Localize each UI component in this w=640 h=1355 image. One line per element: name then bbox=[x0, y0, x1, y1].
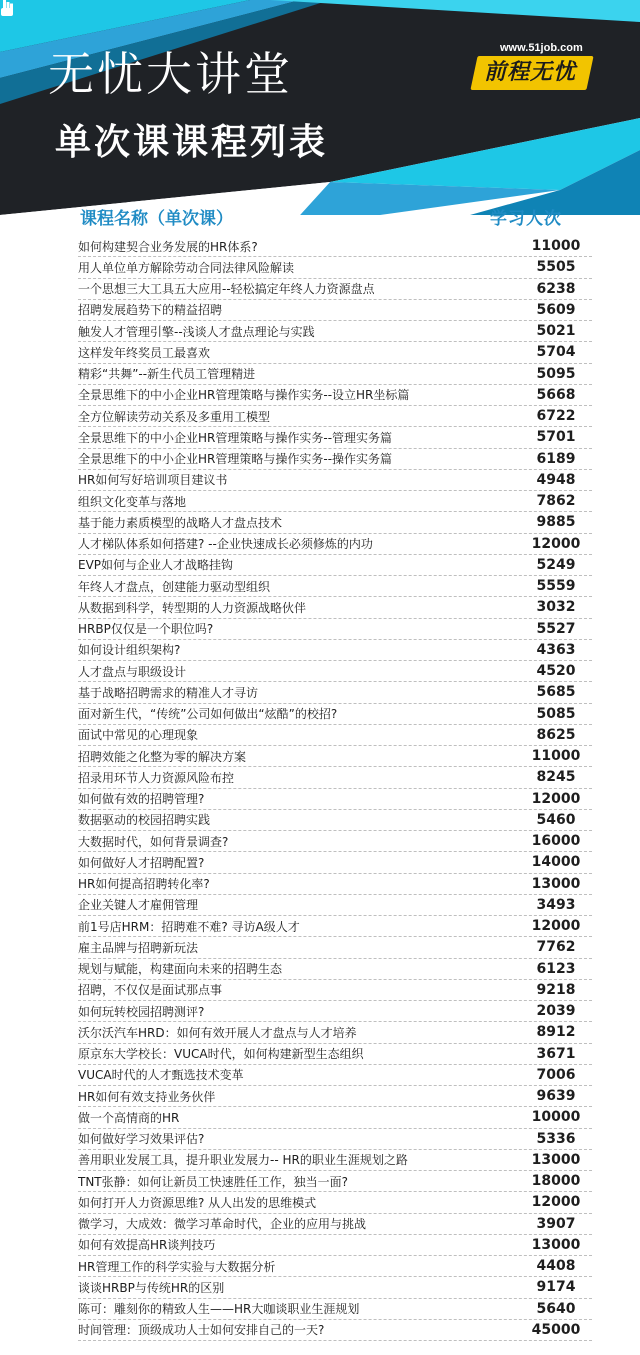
course-count: 5021 bbox=[536, 323, 576, 340]
table-row bbox=[78, 725, 592, 746]
course-count: 7006 bbox=[536, 1066, 576, 1083]
course-count: 4948 bbox=[536, 471, 576, 488]
table-row bbox=[78, 555, 592, 576]
table-row bbox=[78, 1299, 592, 1320]
course-count: 3907 bbox=[536, 1215, 576, 1232]
course-count: 12000 bbox=[531, 1194, 581, 1211]
table-row bbox=[78, 874, 592, 895]
course-title: 全景思维下的中小企业HR管理策略与操作实务--操作实务篇 bbox=[78, 452, 393, 467]
course-title: 基于能力素质模型的战略人才盘点技术 bbox=[78, 515, 283, 530]
course-count: 3671 bbox=[536, 1045, 576, 1062]
course-title: 如何有效提高HR谈判技巧 bbox=[78, 1238, 216, 1253]
table-row bbox=[78, 619, 592, 640]
table-row bbox=[78, 1256, 592, 1277]
course-count: 5505 bbox=[536, 259, 576, 276]
course-title: 这样发年终奖员工最喜欢 bbox=[78, 345, 211, 360]
course-title: EVP如何与企业人才战略挂钩 bbox=[78, 558, 234, 573]
column-header-course: 课程名称（单次课） bbox=[80, 209, 233, 229]
course-count: 5085 bbox=[536, 705, 576, 722]
table-row bbox=[78, 576, 592, 597]
table-row bbox=[78, 959, 592, 980]
table-row bbox=[78, 279, 592, 300]
course-count: 5704 bbox=[536, 344, 576, 361]
column-header-count: 学习人次 bbox=[490, 209, 562, 229]
table-row bbox=[78, 512, 592, 533]
table-row bbox=[78, 1192, 592, 1213]
course-count: 4520 bbox=[536, 663, 576, 680]
course-title: 组织文化变革与落地 bbox=[78, 494, 187, 509]
course-title: 基于战略招聘需求的精准人才寻访 bbox=[78, 685, 259, 700]
course-title: 全景思维下的中小企业HR管理策略与操作实务--设立HR坐标篇 bbox=[78, 388, 410, 403]
course-count: 5701 bbox=[536, 429, 576, 446]
course-count: 10000 bbox=[531, 1109, 581, 1126]
course-title: 全景思维下的中小企业HR管理策略与操作实务--管理实务篇 bbox=[78, 430, 393, 445]
course-count: 2039 bbox=[536, 1003, 576, 1020]
course-count: 11000 bbox=[531, 748, 581, 765]
course-title: 做一个高情商的HR bbox=[78, 1110, 180, 1125]
course-title: 招聘，不仅仅是面试那点事 bbox=[78, 983, 223, 998]
course-count: 5609 bbox=[536, 301, 576, 318]
course-title: 一个思想三大工具五大应用--轻松搞定年终人力资源盘点 bbox=[78, 282, 375, 297]
course-title: 招聘效能之化整为零的解决方案 bbox=[78, 749, 247, 764]
course-count: 14000 bbox=[531, 854, 581, 871]
table-row bbox=[78, 385, 592, 406]
course-title: 人才盘点与职级设计 bbox=[78, 664, 187, 679]
course-title: 招聘发展趋势下的精益招聘 bbox=[78, 303, 223, 318]
table-row bbox=[78, 682, 592, 703]
page-subtitle: 单次课课程列表 bbox=[55, 122, 329, 163]
course-table bbox=[78, 236, 592, 1341]
course-count: 9885 bbox=[536, 514, 576, 531]
course-count: 12000 bbox=[531, 790, 581, 807]
course-title: TNT张静：如何让新员工快速胜任工作，独当一面? bbox=[78, 1174, 349, 1189]
course-title: 全方位解读劳动关系及多重用工模型 bbox=[78, 409, 271, 424]
course-title: 触发人才管理引擎--浅谈人才盘点理论与实践 bbox=[78, 324, 315, 339]
table-row bbox=[78, 916, 592, 937]
course-title: HR管理工作的科学实验与大数据分析 bbox=[78, 1259, 276, 1274]
course-count: 5527 bbox=[536, 620, 576, 637]
course-title: 雇主品牌与招聘新玩法 bbox=[78, 940, 199, 955]
course-count: 11000 bbox=[531, 238, 581, 255]
course-title: 微学习，大成效：微学习革命时代，企业的应用与挑战 bbox=[78, 1217, 367, 1232]
table-row bbox=[78, 640, 592, 661]
table-row bbox=[78, 1107, 592, 1128]
logo-url: www.51job.com bbox=[500, 42, 583, 54]
table-row bbox=[78, 300, 592, 321]
course-count: 13000 bbox=[531, 1151, 581, 1168]
course-count: 6238 bbox=[536, 280, 576, 297]
table-row bbox=[78, 661, 592, 682]
course-count: 7762 bbox=[536, 939, 576, 956]
course-count: 5336 bbox=[536, 1130, 576, 1147]
table-row bbox=[78, 1022, 592, 1043]
course-count: 5668 bbox=[536, 386, 576, 403]
course-title: 年终人才盘点，创建能力驱动型组织 bbox=[78, 579, 271, 594]
table-row bbox=[78, 852, 592, 873]
course-count: 45000 bbox=[531, 1321, 581, 1338]
course-title: 如何做好学习效果评估? bbox=[78, 1132, 205, 1147]
course-count: 5095 bbox=[536, 365, 576, 382]
table-row bbox=[78, 321, 592, 342]
course-title: 如何打开人力资源思维? 从人出发的思维模式 bbox=[78, 1195, 317, 1210]
course-title: 面试中常见的心理现象 bbox=[78, 728, 199, 743]
course-title: 数据驱动的校园招聘实践 bbox=[78, 813, 211, 828]
table-row bbox=[78, 1214, 592, 1235]
course-count: 12000 bbox=[531, 535, 581, 552]
course-count: 6722 bbox=[536, 408, 576, 425]
table-row bbox=[78, 767, 592, 788]
course-title: 精彩“共舞”--新生代员工管理精进 bbox=[78, 367, 256, 382]
hand-icon bbox=[0, 0, 14, 17]
header-background bbox=[0, 0, 640, 215]
table-row bbox=[78, 810, 592, 831]
course-count: 13000 bbox=[531, 875, 581, 892]
course-title: 规划与赋能，构建面向未来的招聘生态 bbox=[78, 962, 283, 977]
table-row bbox=[78, 597, 592, 618]
table-row bbox=[78, 1277, 592, 1298]
course-title: HRBP仅仅是一个职位吗? bbox=[78, 622, 214, 637]
course-count: 3493 bbox=[536, 896, 576, 913]
header-banner bbox=[0, 0, 640, 215]
course-count: 4363 bbox=[536, 641, 576, 658]
course-count: 12000 bbox=[531, 918, 581, 935]
course-count: 8625 bbox=[536, 726, 576, 743]
course-title: 如何玩转校园招聘测评? bbox=[78, 1004, 205, 1019]
course-count: 9218 bbox=[536, 981, 576, 998]
table-row bbox=[78, 937, 592, 958]
table-row bbox=[78, 980, 592, 1001]
table-row bbox=[78, 449, 592, 470]
table-row bbox=[78, 1320, 592, 1341]
course-count: 8245 bbox=[536, 769, 576, 786]
table-row bbox=[78, 704, 592, 725]
table-row bbox=[78, 491, 592, 512]
table-row bbox=[78, 1235, 592, 1256]
course-count: 8912 bbox=[536, 1024, 576, 1041]
table-row bbox=[78, 427, 592, 448]
course-title: VUCA时代的人才甄选技术变革 bbox=[78, 1068, 244, 1083]
course-count: 5249 bbox=[536, 556, 576, 573]
course-title: 用人单位单方解除劳动合同法律风险解读 bbox=[78, 260, 295, 275]
course-title: 陈可：雕刻你的精致人生——HR大咖谈职业生涯规划 bbox=[78, 1302, 360, 1317]
table-row bbox=[78, 1065, 592, 1086]
course-title: 原京东大学校长：VUCA时代，如何构建新型生态组织 bbox=[78, 1047, 364, 1062]
table-row bbox=[78, 236, 592, 257]
page-title: 无忧大讲堂 bbox=[48, 47, 293, 101]
course-count: 5685 bbox=[536, 684, 576, 701]
table-row bbox=[78, 1044, 592, 1065]
course-count: 6123 bbox=[536, 960, 576, 977]
course-title: 如何做好人才招聘配置? bbox=[78, 855, 205, 870]
course-title: HR如何写好培训项目建议书 bbox=[78, 473, 228, 488]
course-title: 善用职业发展工具，提升职业发展力-- HR的职业生涯规划之路 bbox=[78, 1153, 408, 1168]
course-title: 企业关键人才雇佣管理 bbox=[78, 898, 199, 913]
table-row bbox=[78, 831, 592, 852]
course-title: 人才梯队体系如何搭建? --企业快速成长必须修炼的内功 bbox=[78, 537, 373, 552]
table-row bbox=[78, 895, 592, 916]
course-title: 招录用环节人力资源风险布控 bbox=[78, 770, 235, 785]
table-row bbox=[78, 1129, 592, 1150]
course-count: 4408 bbox=[536, 1258, 576, 1275]
table-row bbox=[78, 789, 592, 810]
course-title: 前1号店HRM：招聘难不难? 寻访A级人才 bbox=[78, 919, 300, 934]
course-count: 7862 bbox=[536, 493, 576, 510]
table-row bbox=[78, 470, 592, 491]
course-title: 如何设计组织架构? bbox=[78, 643, 181, 658]
course-count: 6189 bbox=[536, 450, 576, 467]
course-title: 面对新生代，“传统”公司如何做出“炫酷”的校招? bbox=[78, 707, 338, 722]
course-count: 18000 bbox=[531, 1173, 581, 1190]
course-title: HR如何有效支持业务伙伴 bbox=[78, 1089, 216, 1104]
logo-brand: 前程无忧 bbox=[484, 60, 577, 85]
table-row bbox=[78, 534, 592, 555]
course-title: 如何构建契合业务发展的HR体系? bbox=[78, 239, 258, 254]
table-row bbox=[78, 406, 592, 427]
course-count: 16000 bbox=[531, 833, 581, 850]
course-count: 3032 bbox=[536, 599, 576, 616]
course-title: 时间管理：顶级成功人士如何安排自己的一天? bbox=[78, 1323, 325, 1338]
table-row bbox=[78, 746, 592, 767]
table-row bbox=[78, 1150, 592, 1171]
course-count: 5559 bbox=[536, 578, 576, 595]
table-row bbox=[78, 364, 592, 385]
course-count: 9174 bbox=[536, 1279, 576, 1296]
course-title: HR如何提高招聘转化率? bbox=[78, 877, 210, 892]
course-count: 5460 bbox=[536, 811, 576, 828]
course-count: 9639 bbox=[536, 1088, 576, 1105]
course-count: 5640 bbox=[536, 1300, 576, 1317]
course-title: 谈谈HRBP与传统HR的区别 bbox=[78, 1280, 225, 1295]
table-row bbox=[78, 1001, 592, 1022]
table-row bbox=[78, 1171, 592, 1192]
course-title: 从数据到科学，转型期的人力资源战略伙伴 bbox=[78, 600, 307, 615]
course-title: 沃尔沃汽车HRD：如何有效开展人才盘点与人才培养 bbox=[78, 1025, 357, 1040]
course-title: 如何做有效的招聘管理? bbox=[78, 792, 205, 807]
table-row bbox=[78, 257, 592, 278]
table-row bbox=[78, 342, 592, 363]
course-count: 13000 bbox=[531, 1236, 581, 1253]
course-title: 大数据时代，如何背景调查? bbox=[78, 834, 229, 849]
table-row bbox=[78, 1086, 592, 1107]
